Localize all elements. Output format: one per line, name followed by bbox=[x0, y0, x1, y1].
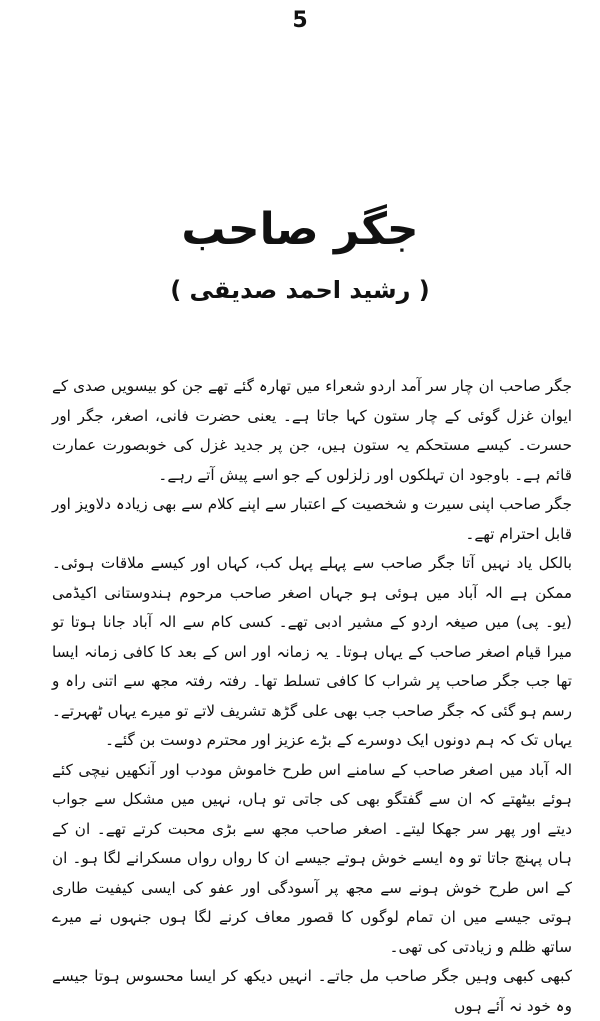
paragraph: الہ آباد میں اصغر صاحب کے سامنے اس طرح خاموش مودب اور آنکھیں نیچی کئے ہوئے بیٹھتے کہ ان سے گفتگو بھی کی جاتی تو ہاں، نہیں میں مشکل سے جواب دیتے اور پھر سر جھکا لیتے۔ اصغر صاحب مجھ سے بڑی محبت کرتے تھے۔ ان کے ہاں پہنچ جاتا تو وہ ایسے خوش ہوتے جیسے ان کا رواں رواں مسکرانے لگا ہو۔ ان کے اس طرح خوش ہونے سے مجھ پر آسودگی اور عفو کی ایسی کیفیت طاری ہوتی جیسے میں ان تمام لوگوں کا قصور معاف کرنے لگا ہوں جنہوں نے میرے ساتھ ظلم و زیادتی کی تھی۔ bbox=[52, 760, 572, 956]
chapter-title: جگر صاحب bbox=[181, 204, 419, 255]
paragraph: کبھی کبھی وہیں جگر صاحب مل جاتے۔ انہیں دیکھ کر ایسا محسوس ہوتا جیسے وہ خود نہ آئے ہوں bbox=[52, 967, 572, 1015]
paragraph: جگر صاحب ان چار سر آمد اردو شعراء میں تھارہ گئے تھے جن کو بیسویں صدی کے ایوان غزل گوئی کے چار ستون کہا جاتا ہے۔ یعنی حضرت فانی، اصغر، جگر اور حسرت۔ کیسے مستحکم یہ ستون ہیں، جن پر جدید غزل کی خوبصورت عمارت قائم ہے۔ باوجود ان تہلکوں اور زلزلوں کے جو اسے پیش آتے رہے۔ bbox=[52, 377, 572, 484]
author-name: ( رشید احمد صدیقی ) bbox=[170, 276, 430, 304]
paragraph: جگر صاحب اپنی سیرت و شخصیت کے اعتبار سے اپنے کلام سے بھی زیادہ دلاویز اور قابل احترام تھے۔ bbox=[51, 495, 572, 543]
page-number: 5 bbox=[292, 8, 308, 33]
paragraph: بالکل یاد نہیں آتا جگر صاحب سے پہلے پہل کب، کہاں اور کیسے ملاقات ہوئی۔ ممکن ہے الہ آباد میں ہوئی ہو جہاں اصغر صاحب مرحوم ہندوستانی اکیڈمی (یو۔ پی) میں صیغہ اردو کے مشیر ادبی تھے۔ کسی کام سے الہ آباد جانا ہوتا تو میرا قیام اصغر صاحب کے یہاں ہوتا۔ یہ زمانہ اور اس کے بعد کا کافی زمانہ ایسا تھا جب جگر صاحب پر شراب کا کافی تسلط تھا۔ رفتہ رفتہ مجھ سے اتنی راہ و رسم ہو گئی کہ جگر صاحب جب بھی علی گڑھ تشریف لاتے تو میرے یہاں ٹھہرتے۔ یہاں تک کہ ہم دونوں ایک دوسرے کے بڑے عزیز اور محترم دوست بن گئے۔ bbox=[52, 554, 572, 749]
body-text bbox=[52, 372, 572, 1021]
